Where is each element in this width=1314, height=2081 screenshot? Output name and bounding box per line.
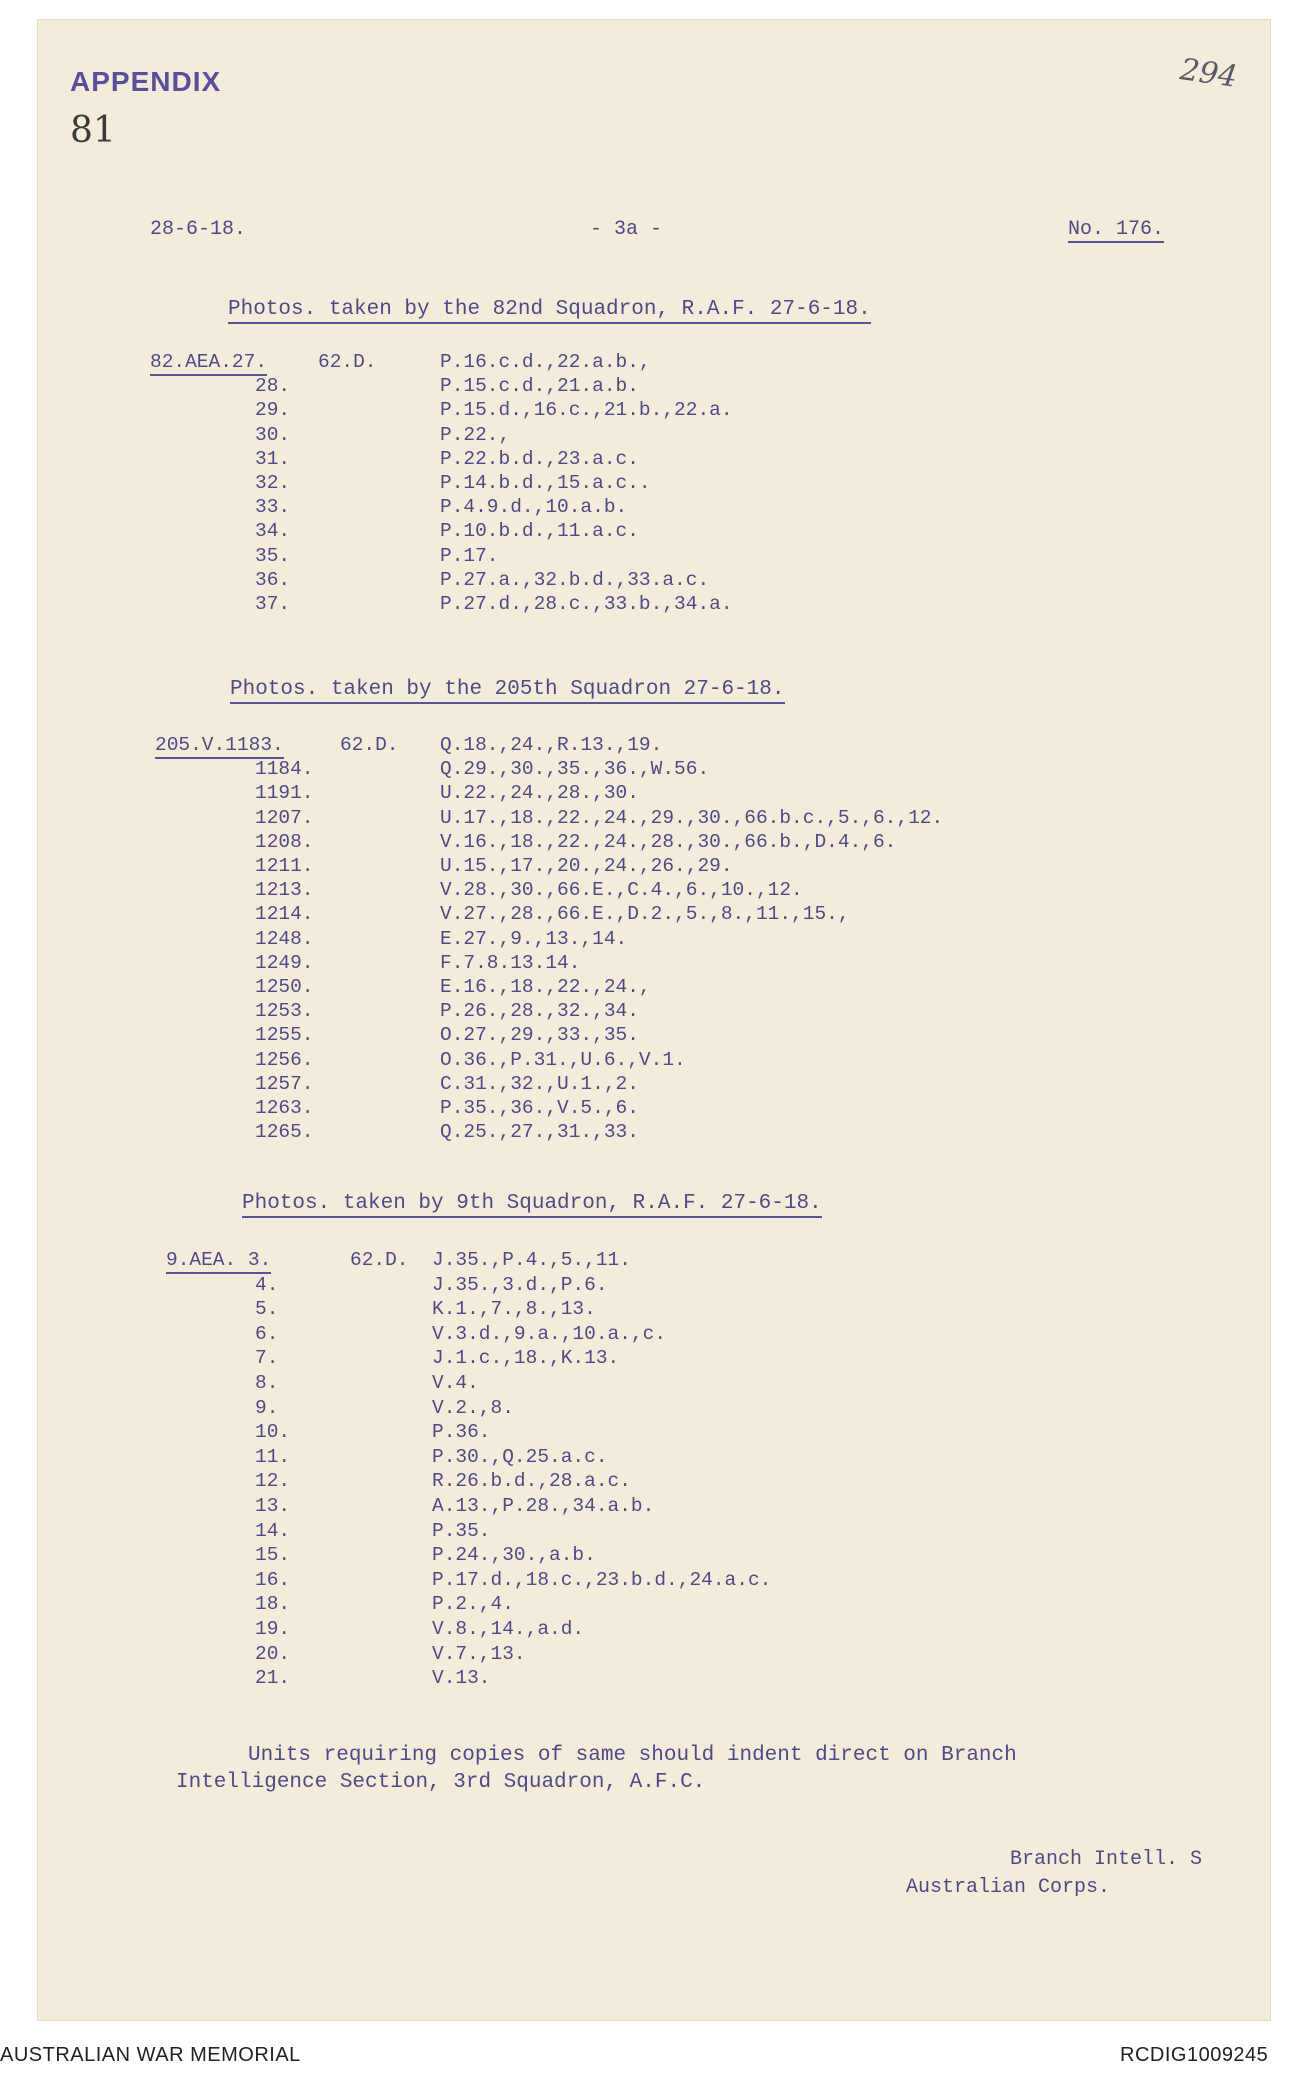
photo-row [0, 1519, 1250, 1543]
photo-ref: 1253. [255, 1000, 314, 1023]
photo-ref: 10. [255, 1421, 291, 1444]
map-squares: E.16.,18.,22.,24., [440, 976, 651, 998]
photo-ref: 35. [255, 544, 291, 567]
photo-row [0, 927, 1250, 951]
photo-ref: 9.AEA. 3. [166, 1248, 271, 1274]
map-squares: P.35.,36.,V.5.,6. [440, 1097, 639, 1119]
footer-source: AUSTRALIAN WAR MEMORIAL [0, 2044, 301, 2066]
photo-row [0, 733, 1250, 757]
photo-row [0, 350, 1250, 374]
photo-row [0, 1120, 1250, 1144]
photo-row [0, 1568, 1250, 1592]
photo-ref: 1208. [255, 830, 314, 853]
photo-row [0, 471, 1250, 495]
photo-ref: 8. [255, 1372, 279, 1394]
map-squares: Q.25.,27.,31.,33. [440, 1121, 639, 1144]
photo-row [0, 1072, 1250, 1096]
photo-row [0, 1322, 1250, 1346]
photo-row [0, 757, 1250, 781]
photo-ref: 4. [255, 1273, 279, 1296]
photo-row [0, 1297, 1250, 1321]
map-squares: F.7.8.13.14. [440, 951, 581, 974]
photo-ref: 1263. [255, 1097, 314, 1119]
map-squares: P.17. [440, 544, 499, 567]
photo-row [0, 1396, 1250, 1420]
photo-row [0, 975, 1250, 999]
map-squares: U.17.,18.,22.,24.,29.,30.,66.b.c.,5.,6.,12. [440, 806, 944, 829]
map-squares: P.27.a.,32.b.d.,33.a.c. [440, 568, 710, 591]
photo-ref: 1265. [255, 1121, 314, 1144]
map-sheet: 62.D. [318, 351, 377, 373]
photo-ref: 9. [255, 1396, 279, 1419]
photo-row [0, 1445, 1250, 1469]
map-squares: J.35.,3.d.,P.6. [432, 1273, 608, 1296]
map-squares: P.35. [432, 1519, 491, 1542]
photo-ref: 1248. [255, 927, 314, 950]
section-title: Photos. taken by 9th Squadron, R.A.F. 27-6-18. [242, 1192, 822, 1218]
photo-ref: 30. [255, 423, 291, 446]
map-squares: V.2.,8. [432, 1396, 514, 1419]
map-squares: O.36.,P.31.,U.6.,V.1. [440, 1048, 686, 1071]
photo-ref: 1184. [255, 758, 314, 781]
section-title: Photos. taken by the 82nd Squadron, R.A.F. 27-6-18. [228, 298, 871, 324]
photo-row [0, 951, 1250, 975]
page-number: - 3a - [590, 218, 663, 241]
map-squares: C.31.,32.,U.1.,2. [440, 1072, 639, 1095]
section-title: Photos. taken by the 205th Squadron 27-6-18. [230, 678, 785, 704]
map-squares: V.16.,18.,22.,24.,28.,30.,66.b.,D.4.,6. [440, 830, 897, 853]
map-squares: P.15.d.,16.c.,21.b.,22.a. [440, 399, 733, 422]
map-squares: V.3.d.,9.a.,10.a.,c. [432, 1322, 667, 1345]
photo-row [0, 1248, 1250, 1272]
map-squares: P.36. [432, 1421, 491, 1444]
photo-row [0, 592, 1250, 616]
photo-row [0, 423, 1250, 447]
closing-line-1: Units requiring copies of same should indent direct on Branch [248, 1744, 1017, 1767]
photo-ref: 1257. [255, 1072, 314, 1095]
photo-ref: 14. [255, 1519, 291, 1542]
photo-ref: 1211. [255, 855, 314, 877]
map-squares: A.13.,P.28.,34.a.b. [432, 1495, 655, 1517]
photo-ref: 1207. [255, 806, 314, 829]
map-squares: J.1.c.,18.,K.13. [432, 1347, 620, 1370]
signature-line-1: Branch Intell. S [1010, 1848, 1203, 1871]
photo-row [0, 447, 1250, 471]
photo-row [0, 1666, 1250, 1690]
map-squares: U.22.,24.,28.,30. [440, 782, 639, 805]
photo-row [0, 1494, 1250, 1518]
photo-ref: 12. [255, 1470, 291, 1493]
photo-row [0, 1371, 1250, 1395]
photo-row [0, 374, 1250, 398]
photo-row [0, 568, 1250, 592]
map-squares: P.24.,30.,a.b. [432, 1544, 596, 1567]
map-squares: P.2.,4. [432, 1593, 514, 1616]
photo-row [0, 1543, 1250, 1567]
photo-row [0, 806, 1250, 830]
photo-row [0, 398, 1250, 422]
photo-row [0, 1048, 1250, 1072]
photo-row [0, 1023, 1250, 1047]
map-sheet: 62.D. [340, 734, 399, 756]
map-squares: Q.18.,24.,R.13.,19. [440, 734, 663, 756]
map-squares: V.27.,28.,66.E.,D.2.,5.,8.,11.,15., [440, 903, 850, 926]
photo-ref: 21. [255, 1667, 291, 1690]
photo-ref: 34. [255, 520, 291, 543]
map-squares: U.15.,17.,20.,24.,26.,29. [440, 855, 733, 877]
photo-ref: 29. [255, 399, 291, 422]
photo-ref: 37. [255, 593, 291, 615]
photo-row [0, 1420, 1250, 1444]
photo-ref: 1213. [255, 879, 314, 902]
photo-row [0, 1642, 1250, 1666]
map-squares: R.26.b.d.,28.a.c. [432, 1470, 631, 1493]
photo-ref: 1250. [255, 976, 314, 998]
map-squares: K.1.,7.,8.,13. [432, 1298, 596, 1321]
photo-row [0, 878, 1250, 902]
photo-ref: 33. [255, 496, 291, 519]
map-squares: V.28.,30.,66.E.,C.4.,6.,10.,12. [440, 879, 803, 902]
photo-row [0, 495, 1250, 519]
photo-ref: 1249. [255, 951, 314, 974]
photo-ref: 82.AEA.27. [150, 350, 267, 376]
folio-number: 294 [1177, 52, 1240, 95]
map-sheet: 62.D. [350, 1249, 409, 1271]
photo-ref: 13. [255, 1495, 291, 1517]
photo-ref: 1214. [255, 903, 314, 926]
photo-row [0, 1096, 1250, 1120]
photo-row [0, 1346, 1250, 1370]
photo-ref: 5. [255, 1298, 279, 1321]
signature-line-2: Australian Corps. [906, 1876, 1111, 1899]
photo-row [0, 519, 1250, 543]
document-number: No. 176. [1068, 218, 1165, 241]
photo-row [0, 1592, 1250, 1616]
photo-ref: 1256. [255, 1048, 314, 1071]
map-squares: P.4.9.d.,10.a.b. [440, 496, 628, 519]
map-squares: P.15.c.d.,21.a.b. [440, 375, 639, 398]
map-squares: O.27.,29.,33.,35. [440, 1024, 639, 1047]
photo-ref: 6. [255, 1322, 279, 1345]
map-squares: V.13. [432, 1667, 491, 1690]
photo-ref: 16. [255, 1568, 291, 1591]
photo-ref: 15. [255, 1544, 291, 1567]
map-squares: P.22., [440, 423, 511, 446]
photo-ref: 19. [255, 1618, 291, 1640]
map-squares: P.14.b.d.,15.a.c.. [440, 472, 651, 494]
appendix-stamp: APPENDIX [70, 66, 222, 97]
map-squares: V.8.,14.,a.d. [432, 1618, 585, 1640]
photo-ref: 11. [255, 1445, 291, 1468]
photo-row [0, 1273, 1250, 1297]
map-squares: P.27.d.,28.c.,33.b.,34.a. [440, 593, 733, 615]
closing-line-2: Intelligence Section, 3rd Squadron, A.F.C. [176, 1771, 706, 1794]
photo-ref: 32. [255, 472, 291, 494]
map-squares: V.7.,13. [432, 1642, 526, 1665]
photo-row [0, 1617, 1250, 1641]
photo-row [0, 544, 1250, 568]
map-squares: P.16.c.d.,22.a.b., [440, 351, 651, 373]
photo-ref: 7. [255, 1347, 279, 1370]
map-squares: P.17.d.,18.c.,23.b.d.,24.a.c. [432, 1568, 772, 1591]
appendix-number: 81 [70, 110, 116, 151]
footer-id: RCDIG1009245 [1120, 2044, 1269, 2066]
map-squares: P.26.,28.,32.,34. [440, 1000, 639, 1023]
map-squares: P.22.b.d.,23.a.c. [440, 447, 639, 470]
photo-ref: 1255. [255, 1024, 314, 1047]
photo-row [0, 830, 1250, 854]
map-squares: P.10.b.d.,11.a.c. [440, 520, 639, 543]
map-squares: V.4. [432, 1372, 479, 1394]
photo-row [0, 854, 1250, 878]
photo-row [0, 781, 1250, 805]
map-squares: E.27.,9.,13.,14. [440, 927, 628, 950]
map-squares: Q.29.,30.,35.,36.,W.56. [440, 758, 710, 781]
photo-ref: 18. [255, 1593, 291, 1616]
photo-ref: 205.V.1183. [155, 733, 284, 759]
map-squares: J.35.,P.4.,5.,11. [432, 1249, 631, 1271]
document-date: 28-6-18. [150, 218, 247, 241]
photo-row [0, 1469, 1250, 1493]
photo-row [0, 902, 1250, 926]
photo-ref: 28. [255, 375, 291, 398]
photo-row [0, 999, 1250, 1023]
map-squares: P.30.,Q.25.a.c. [432, 1445, 608, 1468]
photo-ref: 36. [255, 568, 291, 591]
photo-ref: 1191. [255, 782, 314, 805]
photo-ref: 20. [255, 1642, 291, 1665]
photo-ref: 31. [255, 447, 291, 470]
